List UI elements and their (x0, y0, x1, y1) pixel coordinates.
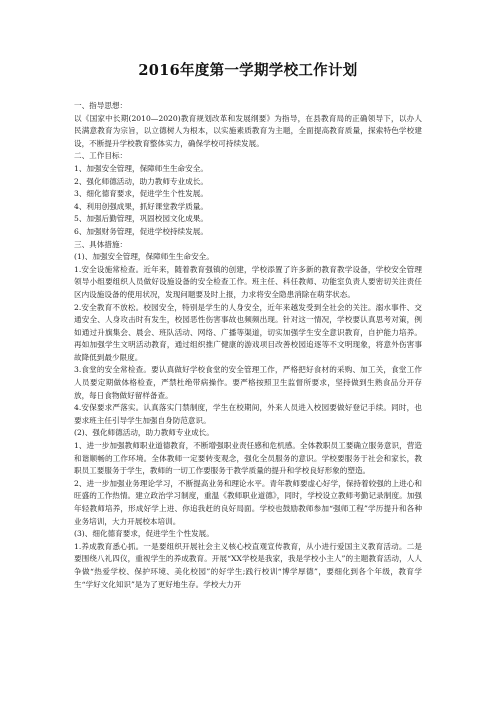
document-paragraph: 三、具体措施： (74, 239, 128, 249)
document-paragraph: 3、细化德育要求，促进学生个性发展。 (74, 189, 208, 199)
document-paragraph: (2)、强化师德活动，助力教师专业成长。 (74, 428, 214, 438)
document-paragraph: 2、强化师德活动，助力教师专业成长。 (74, 176, 208, 186)
document-paragraph: 以《国家中长期(2010—2020)教育规划改革和发展纲要》为指导，在县教育局的正确领导下，以办人民满意教育为宗旨，以立德树人为根本，以实施素质教育为主题，全面提高教育质量，探索特色学校建设，不断提升学校教育整体实力，确保学校可持续发展。 (74, 113, 422, 148)
document-paragraph: 5、加强后勤管理，巩固校园文化成果。 (74, 214, 208, 224)
document-paragraph: 1.安全设施常检查。近年来，随着教育强镇的创建，学校添置了许多新的教育教学设备，学校安全管理领导小组要组织人员做好设施设备的安全检查工作。班主任、科任教师、功能室负责人要密切关注责任区内设施设备的使用状况，发现问题要及时上报，力求将安全隐患消除在萌芽状态。 (74, 264, 422, 299)
document-paragraph: 1、进一步加强教师职业道德教育，不断增强职业责任感和危机感。全体教职员工要确立服务意识，营造和谐顺畅的工作环境。全体教师一定要转变观念，强化全员服务的意识。学校要服务于社会和家长，教职员工要服务于学生，教师的一切工作要服务于教学质量的提升和学校良好形象的塑造。 (74, 441, 422, 476)
document-paragraph: 2.安全教育不放松。校园安全，特别是学生的人身安全，近年来越发受到全社会的关注。溺水事件、交通安全、人身攻击时有发生，校园恶性伤害事故也频频出现。针对这一情况，学校要认真思考对策，例如通过升旗集会、晨会、班队活动、网络、广播等渠道，切实加强学生安全意识教育，自护能力培养。再如加强学生文明活动教育，通过组织推广健康的游戏项目改善校园追逐等不文明现象，将意外伤害事故降低到最少限度。 (74, 302, 422, 362)
document-paragraph: 3.食堂的安全常检查。要认真做好学校食堂的安全管理工作，严格把好食材的采购、加工关，食堂工作人员要定期做体格检查，严禁杜绝带病操作。要严格按照卫生监督所要求，坚持做到生熟食品分开存放，每日食物做好留样备查。 (74, 365, 422, 400)
document-paragraph: 1.养成教育悉心抓。一是要组织开展社会主义核心校直观宣传教育，从小进行爱国主义教育活动。二是要围绕八礼四仪，重视学生的养成教育。开展“XX学校是我家，我是学校小主人”的主题教育活动，人人争做“热爱学校、保护环境、美化校园”的好学生;践行校训“博学厚德”，要细化到各个年级，教育学生“学好文化知识”是为了更好地生存。学校大力开 (74, 541, 422, 589)
document-paragraph: 4.安保要求严落实。认真落实门禁制度，学生在校期间，外来人员进入校园要做好登记手续。同时，也要求班主任引导学生加强自身防范意识。 (74, 403, 422, 425)
document-paragraph: 一、指导思想： (74, 101, 128, 110)
document-paragraph: (1)、加强安全管理，保障师生生命安全。 (74, 252, 214, 262)
document-paragraph: (3)、细化德育要求，促进学生个性发展。 (74, 529, 214, 539)
document-title: 2016年度第一学期学校工作计划 (138, 62, 358, 79)
document-paragraph: 4、利用创强成果，抓好课堂教学质量。 (74, 201, 208, 211)
document-paragraph: 二、工作目标： (74, 151, 128, 161)
document-paragraph: 2、进一步加强业务理论学习，不断提高业务和理论水平。青年教师要虚心好学，保持着较强的上进心和旺盛的工作热情。建立政治学习制度，重温《教师职业道德》，同时，学校设立教师考勤记录制度。加强年轻教师培养，形成好学上进、你追我赶的良好局面。学校也鼓励教师参加“强师工程”学历提升和各种业务培训，大力开展校本培训。 (74, 478, 422, 526)
document-paragraph: 1、加强安全管理，保障师生生命安全。 (74, 163, 208, 173)
document-paragraph: 6、加强财务管理，促进学校持续发展。 (74, 226, 208, 236)
document-body (74, 100, 422, 591)
